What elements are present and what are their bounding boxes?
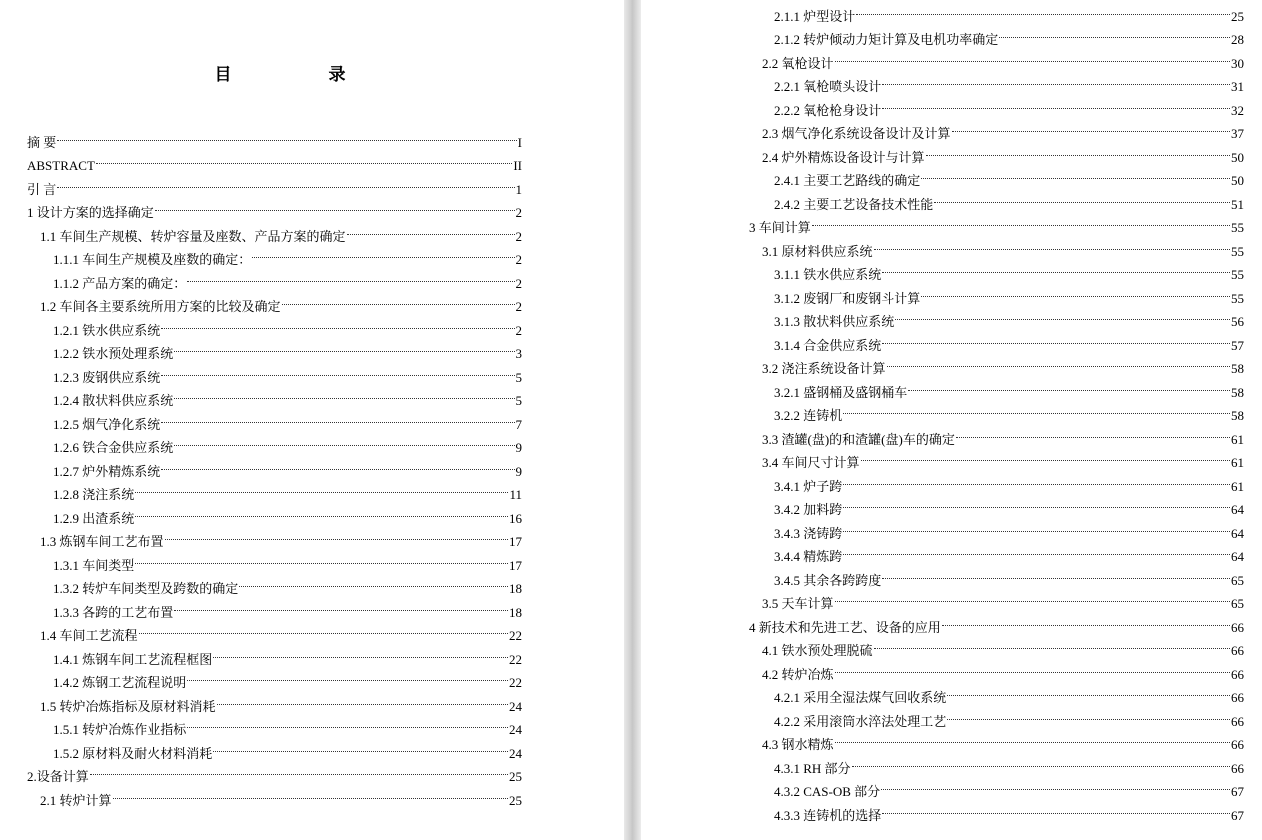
- toc-entry-page-number: 32: [1231, 102, 1244, 118]
- toc-entry-page-number: 2: [515, 299, 522, 314]
- toc-entry-label: 1.2.1 铁水供应系统: [53, 322, 161, 338]
- toc-entry-page-number: 5: [515, 369, 522, 385]
- dot-leader: [843, 491, 1230, 515]
- toc-entry-page-number: 66: [1231, 737, 1244, 752]
- dot-leader: [165, 523, 508, 547]
- dot-leader: [882, 91, 1230, 115]
- toc-entry-label: 1.4.2 炼钢工艺流程说明: [53, 675, 187, 690]
- dot-leader: [174, 593, 508, 617]
- toc-entry-label: 3.5 天车计算: [762, 596, 834, 611]
- toc-entry-label: 1.1.2 产品方案的确定：: [53, 275, 187, 291]
- toc-entry-page-number: 9: [515, 440, 522, 455]
- toc-entry-label: 摘 要: [27, 134, 57, 150]
- dot-leader: [956, 420, 1230, 444]
- toc-entry-page-number: 25: [509, 792, 522, 808]
- dot-leader: [174, 382, 514, 406]
- toc-entry-label: 3.4.3 浇铸跨: [774, 525, 843, 541]
- toc-entry[interactable]: [641, 185, 1244, 212]
- toc-entry-label: 3.2 浇注系统设备计算: [762, 361, 886, 376]
- toc-entry-page-number: 64: [1231, 549, 1244, 564]
- toc-entry-label: 1.2.6 铁合金供应系统: [53, 440, 174, 455]
- toc-entry[interactable]: [641, 585, 1244, 609]
- toc-entry-label: 3.4.4 精炼跨: [774, 549, 843, 564]
- toc-entry-page-number: 66: [1231, 690, 1244, 705]
- toc-entry[interactable]: [641, 373, 1244, 400]
- dot-leader: [856, 0, 1230, 21]
- toc-entry-page-number: 22: [509, 651, 522, 667]
- dot-leader: [908, 373, 1230, 397]
- toc-entry-label: 4.2.1 采用全湿法煤气回收系统: [774, 690, 947, 705]
- toc-entry-page-number: 28: [1231, 32, 1244, 47]
- page-gutter: [624, 0, 641, 840]
- toc-entry-page-number: 55: [1231, 243, 1244, 259]
- toc-entry[interactable]: [641, 232, 1244, 259]
- toc-entry-label: 1.2.2 铁水预处理系统: [53, 346, 174, 361]
- toc-entry-label: 1.3.2 转炉车间类型及跨数的确定: [53, 581, 239, 596]
- toc-entry[interactable]: [641, 44, 1244, 71]
- toc-entry-page-number: 58: [1231, 384, 1244, 400]
- dot-leader: [174, 429, 514, 453]
- toc-entry[interactable]: [641, 467, 1244, 494]
- toc-entry-page-number: 2: [515, 322, 522, 338]
- toc-entry-label: 2.2.2 氧枪枪身设计: [774, 102, 882, 118]
- dot-leader: [852, 749, 1230, 773]
- toc-entry-label: 4.3 钢水精炼: [762, 737, 834, 752]
- toc-entry-page-number: 66: [1231, 713, 1244, 729]
- dot-leader: [947, 702, 1230, 726]
- dot-leader: [187, 711, 508, 735]
- toc-entry-label: 1.4 车间工艺流程: [40, 628, 138, 643]
- dot-leader: [57, 123, 516, 147]
- toc-entry-label: 2.1.2 转炉倾动力矩计算及电机功率确定: [774, 32, 999, 47]
- dot-leader: [135, 499, 508, 523]
- toc-entry-label: 3.1.4 合金供应系统: [774, 337, 882, 353]
- toc-entry-label: 2.3 烟气净化系统设备设计及计算: [762, 126, 951, 141]
- toc-entry[interactable]: [641, 115, 1244, 139]
- toc-entry-label: 1.5.1 转炉冶炼作业指标: [53, 722, 187, 737]
- dot-leader: [881, 773, 1230, 797]
- toc-entry-label: 3 车间计算: [749, 220, 811, 235]
- toc-entry-page-number: I: [517, 134, 522, 150]
- toc-entry-label: 1.2.8 浇注系统: [53, 487, 135, 502]
- toc-entry-page-number: 22: [509, 628, 522, 643]
- dot-leader: [217, 687, 508, 711]
- toc-entry-label: 1.1 车间生产规模、转炉容量及座数、产品方案的确定: [40, 228, 346, 244]
- toc-entry-label: 3.2.2 连铸机: [774, 408, 843, 423]
- dot-leader: [895, 303, 1230, 327]
- toc-entry-page-number: 55: [1231, 267, 1244, 282]
- dot-leader: [282, 288, 515, 312]
- dot-leader: [812, 209, 1230, 233]
- page-right: [641, 0, 1262, 840]
- dot-leader: [999, 21, 1230, 45]
- toc-entry-page-number: 64: [1231, 525, 1244, 541]
- toc-entry-page-number: 18: [509, 581, 522, 596]
- toc-entry[interactable]: [641, 608, 1244, 635]
- page-left: [0, 0, 624, 840]
- toc-entry-page-number: 24: [509, 698, 522, 714]
- dot-leader: [843, 397, 1230, 421]
- toc-entry-label: 1.4.1 炼钢车间工艺流程框图: [53, 651, 213, 667]
- toc-entry-label: 2.2.1 氧枪喷头设计: [774, 79, 882, 94]
- dot-leader: [252, 241, 514, 265]
- toc-entry[interactable]: [0, 194, 522, 218]
- toc-entry-label: 3.1.3 散状料供应系统: [774, 314, 895, 329]
- dot-leader: [882, 326, 1230, 350]
- dot-leader: [187, 664, 508, 688]
- toc-entry-page-number: 58: [1231, 408, 1244, 423]
- dot-leader: [161, 452, 514, 476]
- dot-leader: [113, 781, 508, 805]
- toc-entry-page-number: 58: [1231, 361, 1244, 376]
- toc-entry-page-number: 2: [515, 252, 522, 267]
- toc-entry-label: 4.3.1 RH 部分: [774, 760, 851, 776]
- toc-entry-page-number: 50: [1231, 173, 1244, 188]
- toc-entry-page-number: 61: [1231, 455, 1244, 470]
- toc-entry[interactable]: [641, 350, 1244, 374]
- toc-entry[interactable]: [641, 209, 1244, 233]
- toc-entry-page-number: II: [513, 158, 522, 173]
- toc-entry-page-number: 66: [1231, 666, 1244, 682]
- dot-leader: [874, 632, 1230, 656]
- toc-entry-page-number: 31: [1231, 79, 1244, 94]
- dot-leader: [155, 194, 515, 218]
- toc-entry-page-number: 25: [509, 769, 522, 784]
- dot-leader: [213, 734, 508, 758]
- toc-entry-page-number: 24: [509, 745, 522, 761]
- toc-entry[interactable]: [0, 147, 522, 171]
- toc-entry[interactable]: [641, 726, 1244, 750]
- toc-entry-page-number: 2: [515, 228, 522, 244]
- toc-entry[interactable]: [641, 279, 1244, 306]
- dot-leader: [882, 256, 1230, 280]
- dot-leader: [835, 655, 1230, 679]
- toc-entry-label: 1.2.9 出渣系统: [53, 510, 135, 526]
- toc-entry-label: 2.1.1 炉型设计: [774, 8, 856, 24]
- dot-leader: [843, 538, 1230, 562]
- toc-entry-page-number: 66: [1231, 619, 1244, 635]
- toc-entry[interactable]: [641, 796, 1244, 823]
- toc-entry-page-number: 64: [1231, 502, 1244, 517]
- toc-entry-page-number: 51: [1231, 196, 1244, 212]
- toc-entry-label: 3.4.1 炉子跨: [774, 478, 843, 494]
- toc-entry-label: 4.3.2 CAS-OB 部分: [774, 784, 881, 799]
- dot-leader: [135, 476, 508, 500]
- dot-leader: [90, 758, 508, 782]
- toc-entry-page-number: 61: [1231, 431, 1244, 447]
- toc-entry-page-number: 17: [509, 534, 522, 549]
- dot-leader: [239, 570, 508, 594]
- toc-entry[interactable]: [641, 326, 1244, 353]
- toc-entry-label: 1.2 车间各主要系统所用方案的比较及确定: [40, 299, 281, 314]
- toc-entry[interactable]: [641, 538, 1244, 562]
- toc-entry[interactable]: [641, 68, 1244, 92]
- dot-leader: [57, 170, 514, 194]
- toc-entry-page-number: 24: [509, 722, 522, 737]
- toc-entry-label: 1.2.5 烟气净化系统: [53, 416, 161, 432]
- toc-entry[interactable]: [641, 679, 1244, 703]
- toc-entry-label: 2.2 氧枪设计: [762, 55, 834, 71]
- dot-leader: [174, 335, 514, 359]
- toc-entry[interactable]: [641, 397, 1244, 421]
- dot-leader: [947, 679, 1230, 703]
- toc-entry[interactable]: [641, 773, 1244, 797]
- toc-entry-page-number: 9: [515, 463, 522, 479]
- toc-entry-page-number: 66: [1231, 643, 1244, 658]
- toc-entry-page-number: 5: [515, 393, 522, 408]
- toc-entry-page-number: 67: [1231, 807, 1244, 823]
- dot-leader: [861, 444, 1230, 468]
- toc-entry[interactable]: [0, 170, 522, 197]
- dot-leader: [835, 585, 1230, 609]
- toc-entry-page-number: 1: [515, 181, 522, 197]
- toc-entry[interactable]: [641, 749, 1244, 776]
- toc-entry-label: 1.2.7 炉外精炼系统: [53, 463, 161, 479]
- toc-entry-label: 2.4.2 主要工艺设备技术性能: [774, 196, 934, 212]
- dot-leader: [882, 68, 1230, 92]
- toc-entry-label: 4.3.3 连铸机的选择: [774, 807, 882, 823]
- dot-leader: [213, 640, 508, 664]
- dot-leader: [843, 514, 1230, 538]
- dot-leader: [882, 561, 1230, 585]
- toc-entry-label: 1.3.1 车间类型: [53, 557, 135, 573]
- toc-entry-page-number: 55: [1231, 220, 1244, 235]
- toc-entry[interactable]: [641, 491, 1244, 515]
- toc-entry-label: 2.1 转炉计算: [40, 792, 112, 808]
- toc-entry[interactable]: [641, 514, 1244, 541]
- toc-entry-label: 1.5 转炉冶炼指标及原材料消耗: [40, 698, 216, 714]
- toc-entry[interactable]: [641, 420, 1244, 447]
- toc-entry-label: 3.4.5 其余各跨跨度: [774, 572, 882, 588]
- toc-entry[interactable]: [641, 632, 1244, 656]
- toc-entry-label: 1.1.1 车间生产规模及座数的确定：: [53, 252, 252, 267]
- toc-entry[interactable]: [641, 561, 1244, 588]
- toc-entry[interactable]: [641, 91, 1244, 118]
- toc-entry-page-number: 57: [1231, 337, 1244, 353]
- dot-leader: [135, 546, 508, 570]
- toc-entry-label: 2.设备计算: [27, 769, 89, 784]
- toc-entry-page-number: 3: [515, 346, 522, 361]
- toc-entry-page-number: 22: [509, 675, 522, 690]
- toc-entry-label: 引 言: [27, 181, 57, 197]
- dot-leader: [161, 358, 514, 382]
- toc-entry[interactable]: [641, 655, 1244, 682]
- toc-entry-page-number: 2: [515, 275, 522, 291]
- toc-entry-label: ABSTRACT: [27, 158, 95, 173]
- dot-leader: [161, 405, 514, 429]
- dot-leader: [882, 796, 1230, 820]
- dot-leader: [161, 311, 514, 335]
- toc-entry-page-number: 65: [1231, 572, 1244, 588]
- toc-entry-page-number: 17: [509, 557, 522, 573]
- dot-leader: [187, 264, 514, 288]
- toc-entry[interactable]: [641, 0, 1244, 24]
- toc-entry-label: 1.5.2 原材料及耐火材料消耗: [53, 745, 213, 761]
- dot-leader: [887, 350, 1230, 374]
- dot-leader: [843, 467, 1230, 491]
- toc-entry-label: 1 设计方案的选择确定: [27, 205, 154, 220]
- toc-entry-label: 3.1.1 铁水供应系统: [774, 267, 882, 282]
- toc-entry-page-number: 11: [509, 487, 522, 502]
- toc-entry[interactable]: [641, 138, 1244, 165]
- toc-entry-label: 3.4 车间尺寸计算: [762, 455, 860, 470]
- toc-entry-label: 4.2 转炉冶炼: [762, 666, 834, 682]
- toc-entry-page-number: 67: [1231, 784, 1244, 799]
- toc-entry-label: 4 新技术和先进工艺、设备的应用: [749, 619, 941, 635]
- toc-list-left: [0, 123, 624, 808]
- toc-entry-page-number: 25: [1231, 8, 1244, 24]
- toc-entry-page-number: 56: [1231, 314, 1244, 329]
- dot-leader: [934, 185, 1230, 209]
- toc-entry-label: 3.2.1 盛钢桶及盛钢桶车: [774, 384, 908, 400]
- toc-entry-page-number: 16: [509, 510, 522, 526]
- toc-entry-page-number: 50: [1231, 149, 1244, 165]
- toc-entry-label: 3.1.2 废钢厂和废钢斗计算: [774, 290, 921, 306]
- toc-entry[interactable]: [641, 162, 1244, 186]
- dot-leader: [347, 217, 515, 241]
- toc-entry[interactable]: [641, 444, 1244, 468]
- toc-entry-label: 3.4.2 加料跨: [774, 502, 843, 517]
- dot-leader: [139, 617, 508, 641]
- toc-entry-page-number: 61: [1231, 478, 1244, 494]
- dot-leader: [874, 232, 1230, 256]
- toc-entry-label: 2.4 炉外精炼设备设计与计算: [762, 149, 925, 165]
- toc-entry[interactable]: [641, 21, 1244, 45]
- page-title: 目 录: [214, 65, 386, 85]
- toc-entry-label: 3.1 原材料供应系统: [762, 243, 873, 259]
- dot-leader: [926, 138, 1230, 162]
- dot-leader: [942, 608, 1230, 632]
- toc-entry[interactable]: [641, 303, 1244, 327]
- dot-leader: [921, 162, 1230, 186]
- toc-entry-page-number: 30: [1231, 55, 1244, 71]
- toc-list-right: [641, 0, 1262, 823]
- toc-entry-label: 3.3 渣罐(盘)的和渣罐(盘)车的确定: [762, 431, 955, 447]
- toc-entry-label: 1.2.3 废钢供应系统: [53, 369, 161, 385]
- dot-leader: [921, 279, 1230, 303]
- toc-entry[interactable]: [641, 256, 1244, 280]
- dot-leader: [835, 44, 1230, 68]
- toc-entry-page-number: 55: [1231, 290, 1244, 306]
- toc-entry[interactable]: [0, 123, 522, 150]
- toc-entry-label: 4.1 铁水预处理脱硫: [762, 643, 873, 658]
- toc-entry-label: 1.3 炼钢车间工艺布置: [40, 534, 164, 549]
- toc-entry-page-number: 2: [515, 205, 522, 220]
- dot-leader: [96, 147, 512, 171]
- toc-entry-page-number: 37: [1231, 126, 1244, 141]
- toc-entry-label: 4.2.2 采用滚筒水淬法处理工艺: [774, 713, 947, 729]
- dot-leader: [835, 726, 1230, 750]
- toc-entry-label: 1.2.4 散状料供应系统: [53, 393, 174, 408]
- dot-leader: [952, 115, 1230, 139]
- toc-entry-page-number: 7: [515, 416, 522, 432]
- toc-entry-page-number: 66: [1231, 760, 1244, 776]
- toc-entry-label: 1.3.3 各跨的工艺布置: [53, 604, 174, 620]
- toc-entry-page-number: 65: [1231, 596, 1244, 611]
- toc-entry-label: 2.4.1 主要工艺路线的确定: [774, 173, 921, 188]
- toc-entry-page-number: 18: [509, 604, 522, 620]
